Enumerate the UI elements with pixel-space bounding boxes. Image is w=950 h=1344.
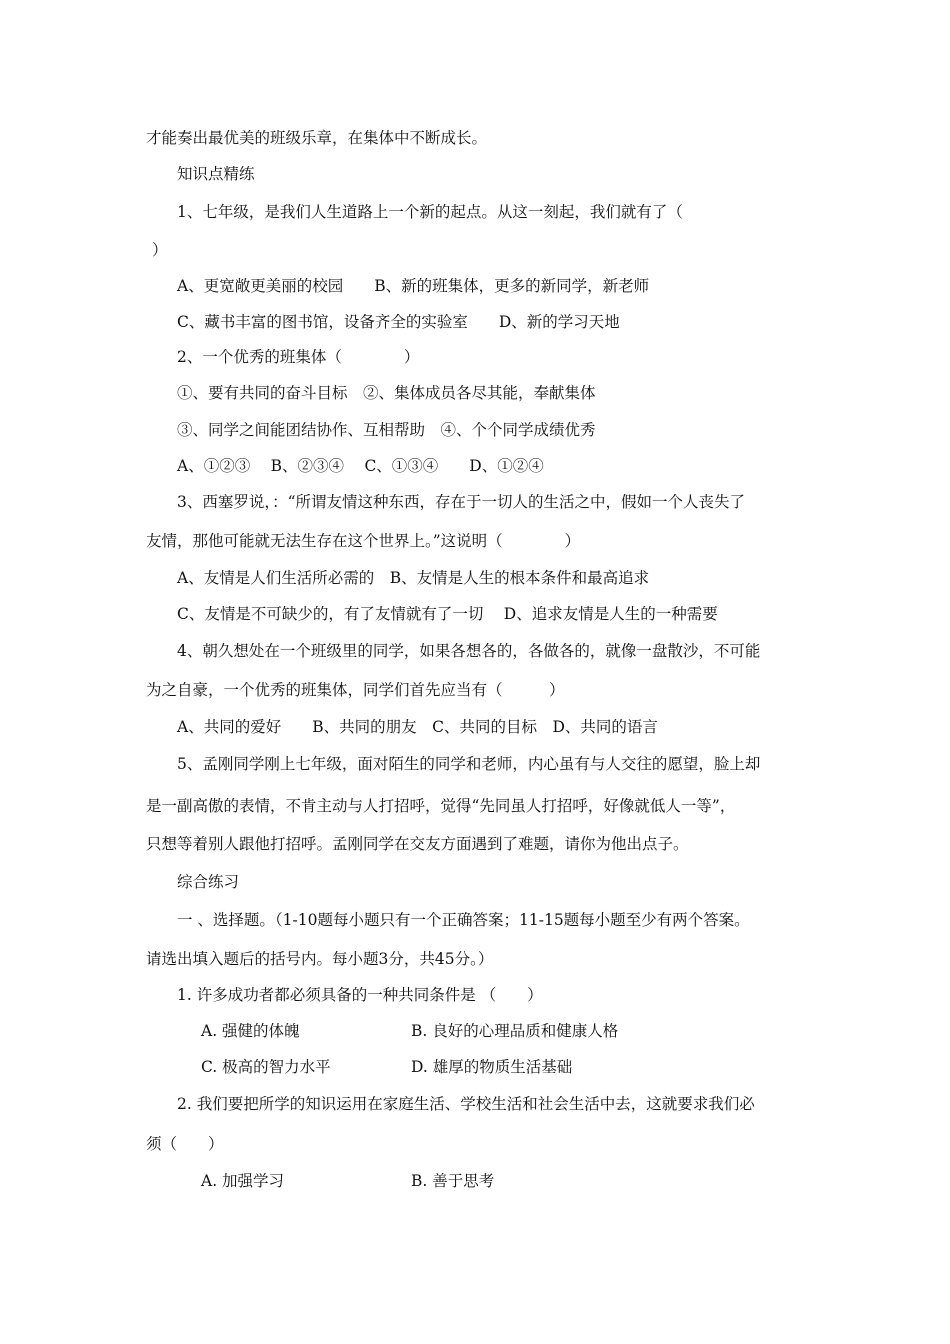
- question-3-stem-continued: 友情，那他可能就无法生存在这个世界上。”这说明（ ）: [146, 532, 581, 550]
- paragraph-line: 才能奏出最优美的班级乐章，在集体中不断成长。: [146, 129, 488, 147]
- question-1-stem: 1、七年级，是我们人生道路上一个新的起点。从这一刻起，我们就有了（: [177, 203, 683, 221]
- option-d: D. 雄厚的物质生活基础: [411, 1058, 573, 1076]
- choice-question-1-stem: 1. 许多成功者都必须具备的一种共同条件是 （ ）: [177, 986, 543, 1004]
- question-4-stem: 4、朝久想处在一个班级里的同学，如果各想各的，各做各的，就像一盘散沙，不可能: [177, 642, 761, 660]
- choice-question-2-options-ab: [0, 1171, 950, 1191]
- question-5-stem: 5、孟刚同学刚上七年级，面对陌生的同学和老师，内心虽有与人交往的愿望，脸上却: [177, 755, 761, 773]
- option-b: B. 良好的心理品质和健康人格: [411, 1022, 619, 1040]
- choice-section-instructions: 一 、选择题。（1-10题每小题只有一个正确答案；11-15题每小题至少有两个答案。: [177, 911, 750, 929]
- question-2-stem: 2、一个优秀的班集体（ ）: [177, 348, 420, 366]
- question-1-options-ab: A、更宽敞更美丽的校园 B、新的班集体，更多的新同学，新老师: [177, 277, 650, 295]
- choice-question-1-options-ab: [0, 1021, 950, 1041]
- choice-section-instructions-continued: 请选出填入题后的括号内。每小题3分，共45分。）: [146, 950, 494, 968]
- choice-question-1-options-cd: [0, 1057, 950, 1077]
- option-a: A. 加强学习: [201, 1172, 285, 1190]
- section-heading-comprehensive: 综合练习: [177, 873, 240, 891]
- section-heading-practice: 知识点精练: [177, 165, 255, 183]
- question-2-statements-3-4: ③、同学之间能团结协作、互相帮助 ④、个个同学成绩优秀: [177, 421, 596, 439]
- question-2-options: A、①②③ B、②③④ C、①③④ D、①②④: [177, 457, 544, 475]
- option-b: B. 善于思考: [411, 1172, 495, 1190]
- option-a: A. 强健的体魄: [201, 1022, 300, 1040]
- question-2-statements-1-2: ①、要有共同的奋斗目标 ②、集体成员各尽其能，奉献集体: [177, 384, 596, 402]
- question-5-stem-line-3: 只想等着别人跟他打招呼。孟刚同学在交友方面遇到了难题，请你为他出点子。: [146, 835, 689, 853]
- question-4-stem-continued: 为之自豪，一个优秀的班集体，同学们首先应当有（ ）: [146, 681, 565, 699]
- question-4-options: A、共同的爱好 B、共同的朋友 C、共同的目标 D、共同的语言: [177, 718, 658, 736]
- question-3-stem: 3、西塞罗说，：“所谓友情这种东西，存在于一切人的生活之中，假如一个人丧失了: [177, 493, 746, 511]
- choice-question-2-stem: 2. 我们要把所学的知识运用在家庭生活、学校生活和社会生活中去，这就要求我们必: [177, 1095, 755, 1113]
- question-3-options-cd: C、友情是不可缺少的，有了友情就有了一切 D、追求友情是人生的一种需要: [177, 605, 718, 623]
- question-5-stem-line-2: 是一副高傲的表情，不肯主动与人打招呼，觉得“先同虽人打招呼，好像就低人一等”，: [146, 797, 736, 815]
- option-c: C. 极高的智力水平: [201, 1058, 331, 1076]
- choice-question-2-stem-continued: 须（ ）: [146, 1135, 224, 1153]
- question-3-options-ab: A、友情是人们生活所必需的 B、友情是人生的根本条件和最高追求: [177, 569, 650, 587]
- question-1-options-cd: C、藏书丰富的图书馆，设备齐全的实验室 D、新的学习天地: [177, 313, 620, 331]
- question-1-bracket: ）: [152, 241, 168, 259]
